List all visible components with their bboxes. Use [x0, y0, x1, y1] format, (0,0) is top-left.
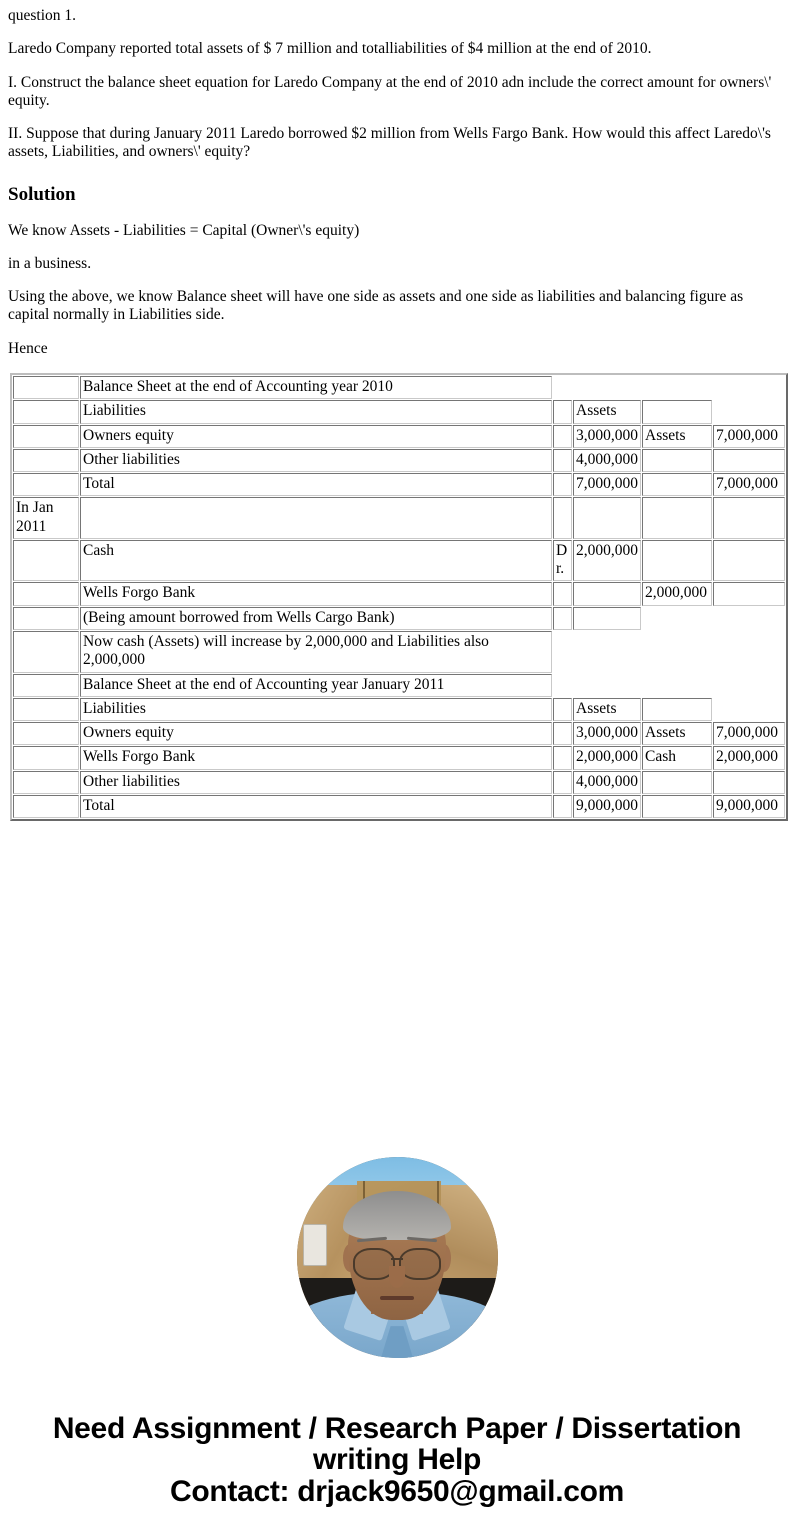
table-row [13, 746, 785, 769]
cell-assets-label [642, 449, 712, 472]
cell-assets-label [642, 674, 712, 697]
cell-drcr [553, 674, 572, 697]
cell-particulars: Now cash (Assets) will increase by 2,000,000 and Liabilities also 2,000,000 [80, 631, 552, 673]
cell-drcr [553, 473, 572, 496]
cell-particulars: Liabilities [80, 698, 552, 721]
cell-amount-right [713, 582, 785, 605]
cell-particulars: (Being amount borrowed from Wells Cargo Bank) [80, 607, 552, 630]
cell-amount-right [713, 698, 785, 721]
cell-particulars: Cash [80, 540, 552, 582]
table-row [13, 674, 785, 697]
cell-date [13, 698, 79, 721]
cell-date [13, 582, 79, 605]
cell-amount-left: 3,000,000 [573, 722, 641, 745]
cell-assets-label [642, 497, 712, 539]
table-row [13, 540, 785, 582]
cell-amount-left [573, 674, 641, 697]
footer-promo [8, 1414, 786, 1538]
cell-assets-label [642, 540, 712, 582]
cell-drcr [553, 607, 572, 630]
cell-particulars: Other liabilities [80, 771, 552, 794]
solution-line-3: Using the above, we know Balance sheet will have one side as assets and one side as liabilities and balancing figure as capital normally in Liabilities side. [8, 288, 744, 324]
question-heading: question 1. [8, 7, 77, 24]
cell-drcr [553, 631, 572, 673]
cell-drcr [553, 497, 572, 539]
cell-date [13, 631, 79, 673]
cell-amount-right [713, 449, 785, 472]
cell-assets-label [642, 795, 712, 818]
solution-line-4: Hence [8, 339, 48, 357]
cell-date [13, 607, 79, 630]
cell-amount-left [573, 497, 641, 539]
cell-drcr [553, 449, 572, 472]
question-intro: Laredo Company reported total assets of $ 7 million and totalliabilities of $4 million at the end of 2010. [8, 40, 652, 58]
cell-amount-right [713, 400, 785, 423]
cell-amount-left: 4,000,000 [573, 771, 641, 794]
avatar-eyeglass-bridge [391, 1258, 403, 1261]
cell-drcr [553, 400, 572, 423]
cell-assets-label: Assets [642, 722, 712, 745]
cell-amount-right [713, 497, 785, 539]
cell-particulars: Balance Sheet at the end of Accounting year January 2011 [80, 674, 552, 697]
cell-amount-left: 2,000,000 [573, 540, 641, 582]
document-page [0, 7, 794, 1538]
cell-particulars: Liabilities [80, 400, 552, 423]
cell-date: In Jan 2011 [13, 497, 79, 539]
cell-amount-right [713, 376, 785, 399]
question-part-1: I. Construct the balance sheet equation for Laredo Company at the end of 2010 adn include the correct amount for owners\' equity. [8, 73, 772, 109]
cell-date [13, 540, 79, 582]
avatar-eyeglass-lens-right [399, 1248, 441, 1280]
cell-assets-label [642, 698, 712, 721]
cell-particulars: Owners equity [80, 722, 552, 745]
table-row [13, 771, 785, 794]
cell-amount-left [573, 582, 641, 605]
footer-contact-email[interactable]: Contact: drjack9650@gmail.com [169, 1475, 625, 1509]
avatar-container [8, 1157, 786, 1358]
table-row [13, 400, 785, 423]
table-row [13, 449, 785, 472]
cell-amount-left [573, 631, 641, 673]
cell-amount-right [713, 540, 785, 582]
cell-particulars [80, 497, 552, 539]
cell-particulars: Other liabilities [80, 449, 552, 472]
cell-amount-left: 3,000,000 [573, 425, 641, 448]
table-row [13, 631, 785, 673]
table-row [13, 795, 785, 818]
cell-date [13, 746, 79, 769]
cell-date [13, 722, 79, 745]
cell-assets-label [642, 400, 712, 423]
cell-amount-left: 4,000,000 [573, 449, 641, 472]
table-row [13, 607, 785, 630]
avatar [297, 1157, 498, 1358]
table-row [13, 376, 785, 399]
cell-amount-right: 7,000,000 [713, 425, 785, 448]
cell-date [13, 473, 79, 496]
cell-amount-left: 9,000,000 [573, 795, 641, 818]
cell-drcr [553, 722, 572, 745]
cell-amount-left: 2,000,000 [573, 746, 641, 769]
cell-amount-left [573, 376, 641, 399]
cell-date [13, 771, 79, 794]
table-row [13, 722, 785, 745]
cell-drcr [553, 376, 572, 399]
cell-drcr [553, 425, 572, 448]
solution-line-1: We know Assets - Liabilities = Capital (Owner\'s equity) [8, 221, 360, 239]
cell-amount-left: 7,000,000 [573, 473, 641, 496]
cell-particulars: Total [80, 795, 552, 818]
cell-particulars: Owners equity [80, 425, 552, 448]
table-row [13, 582, 785, 605]
cell-particulars: Total [80, 473, 552, 496]
cell-drcr [553, 582, 572, 605]
solution-heading: Solution [8, 183, 76, 205]
cell-assets-label [642, 376, 712, 399]
table-row [13, 473, 785, 496]
cell-particulars: Wells Forgo Bank [80, 746, 552, 769]
cell-amount-left: Assets [573, 698, 641, 721]
cell-date [13, 449, 79, 472]
avatar-nose [389, 1266, 405, 1288]
cell-assets-label: Cash [642, 746, 712, 769]
cell-amount-right [713, 607, 785, 630]
avatar-background-switch [303, 1224, 327, 1266]
cell-amount-left: Assets [573, 400, 641, 423]
cell-assets-label: 2,000,000 [642, 582, 712, 605]
cell-drcr [553, 771, 572, 794]
cell-drcr: Dr. [553, 540, 572, 582]
cell-date [13, 425, 79, 448]
table-row [13, 425, 785, 448]
cell-date [13, 400, 79, 423]
cell-assets-label [642, 771, 712, 794]
cell-date [13, 795, 79, 818]
cell-amount-right [713, 631, 785, 673]
cell-particulars: Wells Forgo Bank [80, 582, 552, 605]
cell-drcr [553, 746, 572, 769]
cell-amount-left [573, 607, 641, 630]
solution-line-2: in a business. [8, 254, 92, 272]
cell-amount-right: 7,000,000 [713, 473, 785, 496]
avatar-mouth [380, 1296, 414, 1300]
cell-date [13, 376, 79, 399]
balance-sheet-table [10, 373, 788, 821]
cell-assets-label [642, 631, 712, 673]
cell-assets-label: Assets [642, 425, 712, 448]
question-part-2: II. Suppose that during January 2011 Laredo borrowed $2 million from Wells Fargo Bank. How would this affect Laredo\'s assets, Liabilities, and owners\' equity? [8, 125, 771, 161]
table-row [13, 698, 785, 721]
footer-line-2: writing Help [312, 1443, 482, 1477]
cell-particulars: Balance Sheet at the end of Accounting year 2010 [80, 376, 552, 399]
cell-amount-right [713, 674, 785, 697]
cell-drcr [553, 795, 572, 818]
cell-amount-right: 9,000,000 [713, 795, 785, 818]
cell-amount-right [713, 771, 785, 794]
cell-assets-label [642, 473, 712, 496]
table-row [13, 497, 785, 539]
cell-date [13, 674, 79, 697]
cell-amount-right: 7,000,000 [713, 722, 785, 745]
cell-assets-label [642, 607, 712, 630]
cell-drcr [553, 698, 572, 721]
cell-amount-right: 2,000,000 [713, 746, 785, 769]
footer-line-1: Need Assignment / Research Paper / Dissertation [52, 1412, 742, 1446]
